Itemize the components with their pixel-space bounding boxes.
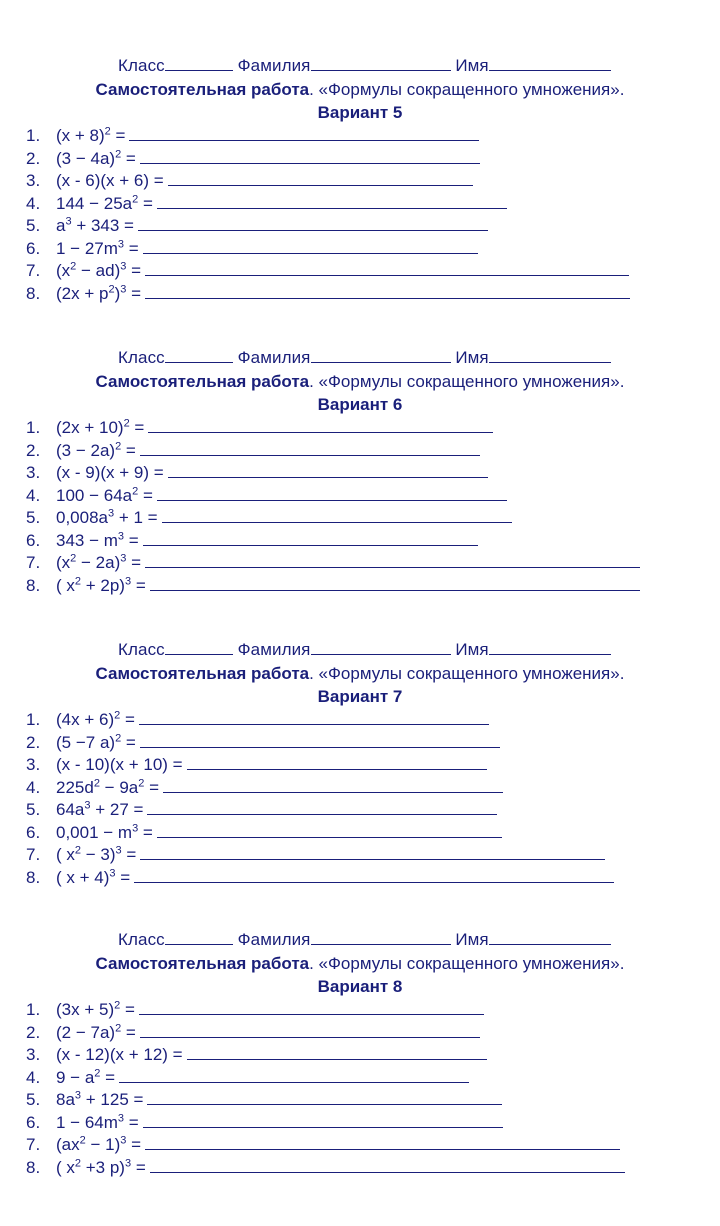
answer-blank[interactable] [147,1090,502,1105]
task-expression [56,1158,625,1178]
task-number: 2. [26,148,41,168]
task-list [0,710,720,890]
answer-blank[interactable] [143,531,478,546]
class-blank[interactable] [165,348,233,363]
task-item [0,755,720,778]
answer-blank[interactable] [140,441,480,456]
expression-text: (5 −7 a)$^2$ = [56,731,136,752]
task-expression [56,553,640,573]
answer-blank[interactable] [187,1045,487,1060]
task-item [0,1135,720,1158]
task-number: 1. [26,126,41,145]
task-expression [56,778,503,798]
expression-text: $(3x + 5)^2$ = [56,999,135,1019]
surname-label: Фамилия [237,640,311,659]
task-item [0,261,720,284]
task-expression [56,149,480,169]
task-number: 3. [26,463,41,482]
task-number: 8. [26,867,41,887]
answer-blank[interactable] [157,486,507,501]
student-info-line [0,930,720,954]
work-title-rest: . «Формулы сокращенного умножения». [309,80,625,99]
task-expression [56,845,605,865]
answer-blank[interactable] [129,126,479,141]
task-item [0,216,720,239]
answer-blank[interactable] [143,239,478,254]
task-item [0,1023,720,1046]
work-title [0,80,720,103]
task-expression [56,1135,620,1155]
task-number: 5. [26,508,41,527]
task-number: 4. [26,485,41,505]
task-expression [56,710,489,730]
task-item [0,171,720,194]
expression-text: (x - 12)(x + 12) = [56,1045,183,1064]
variant-title: Вариант 6 [317,395,403,414]
expression-text: ( $x^2 + 2p)^3$ = [56,574,146,595]
task-list [0,418,720,598]
expression-text: $(4x + 6)^2$ = [56,709,135,729]
task-expression [56,1113,503,1133]
task-number: 7. [26,261,41,280]
task-number: 3. [26,1045,41,1064]
task-number: 8. [26,575,41,595]
class-label: Класс [118,348,165,367]
expression-text: $343 - m^3$ = [56,529,139,550]
student-info-line [0,56,720,80]
task-expression [56,576,640,596]
answer-blank[interactable] [168,463,488,478]
expression-text: (x - 6)(x + 6) = [56,171,164,190]
task-number: 3. [26,171,41,190]
task-item [0,823,720,846]
expression-text: $1 - 27m^3$ = [56,237,139,258]
task-number: 6. [26,238,41,258]
variant-title: Вариант 5 [317,103,403,122]
class-label: Класс [118,56,165,75]
task-number: 1. [26,1000,41,1019]
task-item [0,239,720,262]
task-number: 6. [26,822,41,842]
answer-blank[interactable] [163,778,503,793]
class-label: Класс [118,640,165,659]
variant-block-8 [0,930,720,1180]
task-item [0,284,720,307]
work-title-bold: Самостоятельная работа [95,664,310,683]
class-blank[interactable] [165,56,233,71]
task-number: 5. [26,1090,41,1109]
work-title [0,954,720,977]
expression-text: $100 - 64a^2$ = [56,484,153,505]
task-expression [56,441,480,461]
surname-blank[interactable] [311,930,451,945]
student-info-line [0,348,720,372]
task-item [0,1068,720,1091]
task-expression [56,755,487,775]
task-expression [56,1000,484,1020]
expression-text: $0,001 - m^3$ = [56,821,153,842]
answer-blank[interactable] [187,755,487,770]
task-expression [56,463,488,483]
answer-blank[interactable] [157,823,502,838]
answer-blank[interactable] [150,576,640,591]
task-expression [56,1045,487,1065]
task-number: 2. [26,732,41,752]
task-item [0,576,720,599]
answer-blank[interactable] [140,845,605,860]
expression-text: (x - 9)(x + 9) = [56,463,164,482]
task-item [0,1000,720,1023]
name-blank[interactable] [489,930,611,945]
class-blank[interactable] [165,930,233,945]
variant-block-5 [0,56,720,306]
variant-block-7 [0,640,720,890]
task-number: 4. [26,777,41,797]
task-expression [56,531,478,551]
task-item [0,531,720,554]
task-number: 2. [26,1022,41,1042]
expression-text: $(2 - 7a)^2$ = [56,1021,136,1042]
work-title [0,664,720,687]
task-number: 7. [26,553,41,572]
name-label: Имя [455,56,489,75]
task-expression [56,823,502,843]
class-blank[interactable] [165,640,233,655]
task-number: 4. [26,193,41,213]
answer-blank[interactable] [138,216,488,231]
task-number: 5. [26,800,41,819]
task-expression [56,733,500,753]
task-item [0,441,720,464]
name-label: Имя [455,640,489,659]
work-title-bold: Самостоятельная работа [95,372,310,391]
task-expression [56,171,473,191]
task-expression [56,418,493,438]
task-expression [56,239,478,259]
surname-label: Фамилия [237,56,311,75]
task-item [0,463,720,486]
student-info-line [0,640,720,664]
name-blank[interactable] [489,56,611,71]
task-item [0,508,720,531]
task-expression [56,216,488,236]
expression-text: $64a^3 + 27$ = [56,799,144,819]
work-title-bold: Самостоятельная работа [95,954,310,973]
task-item [0,868,720,891]
expression-text: $1 - 64m^3$ = [56,1111,139,1132]
surname-label: Фамилия [237,348,311,367]
task-number: 7. [26,845,41,864]
task-number: 1. [26,418,41,437]
task-item [0,778,720,801]
task-item [0,710,720,733]
expression-text: $a^3 + 343$ = [56,215,134,235]
answer-blank[interactable] [140,733,500,748]
task-number: 8. [26,283,41,303]
expression-text: ( $x^2 - 3)^3$ = [56,844,137,864]
task-number: 5. [26,216,41,235]
task-item [0,149,720,172]
name-blank[interactable] [489,640,611,655]
name-label: Имя [455,348,489,367]
expression-text: $(3 - 4a)^2$ = [56,147,136,168]
expression-text: $(x^2 - ad)^3$ = [56,260,142,280]
task-number: 3. [26,755,41,774]
task-number: 7. [26,1135,41,1154]
answer-blank[interactable] [150,1158,625,1173]
work-title-rest: . «Формулы сокращенного умножения». [309,954,625,973]
expression-text: $225d^2 - 9a^2$ = [56,776,160,797]
task-number: 4. [26,1067,41,1087]
work-title [0,372,720,395]
surname-blank[interactable] [311,56,451,71]
name-label: Имя [455,930,489,949]
work-title-bold: Самостоятельная работа [95,80,310,99]
task-list [0,126,720,306]
answer-blank[interactable] [148,418,493,433]
name-blank[interactable] [489,348,611,363]
task-expression [56,868,614,888]
answer-blank[interactable] [145,1135,620,1150]
task-item [0,800,720,823]
task-number: 8. [26,1157,41,1177]
surname-blank[interactable] [311,640,451,655]
expression-text: $(3 - 2a)^2$ = [56,439,136,460]
answer-blank[interactable] [145,261,629,276]
task-number: 6. [26,1112,41,1132]
answer-blank[interactable] [168,171,473,186]
answer-blank[interactable] [145,284,630,299]
task-expression [56,194,507,214]
task-number: 6. [26,530,41,550]
answer-blank[interactable] [140,149,480,164]
answer-blank[interactable] [134,868,614,883]
task-expression [56,126,479,146]
variant-title: Вариант 7 [317,687,403,706]
variant-title: Вариант 8 [317,977,403,996]
expression-text: $(2x + 10)^2$ = [56,417,145,437]
surname-label: Фамилия [237,930,311,949]
task-expression [56,1023,480,1043]
task-expression [56,800,497,820]
surname-blank[interactable] [311,348,451,363]
answer-blank[interactable] [139,1000,484,1015]
task-number: 2. [26,440,41,460]
answer-blank[interactable] [145,553,640,568]
work-title-rest: . «Формулы сокращенного умножения». [309,372,625,391]
variant-block-6 [0,348,720,598]
task-item [0,845,720,868]
answer-blank[interactable] [157,194,507,209]
task-expression [56,486,507,506]
task-item [0,418,720,441]
class-label: Класс [118,930,165,949]
task-item [0,1045,720,1068]
work-title-rest: . «Формулы сокращенного умножения». [309,664,625,683]
answer-blank[interactable] [119,1068,469,1083]
answer-blank[interactable] [162,508,512,523]
expression-text: $(x^2 - 2a)^3$ = [56,552,142,572]
expression-text: $9 - a^2$ = [56,1066,116,1087]
expression-text: $0,008a^3 + 1$ = [56,507,158,527]
task-expression [56,1068,469,1088]
task-item [0,486,720,509]
answer-blank[interactable] [143,1113,503,1128]
expression-text: (x - 10)(x + 10) = [56,755,183,774]
expression-text: $8a^3 + 125$ = [56,1089,144,1109]
task-item [0,126,720,149]
expression-text: $144 - 25a^2$ = [56,192,153,213]
expression-text: ( x + 4)$^3$ = [56,866,131,887]
expression-text: ( $x^2 +3$ p)$^3$ = [56,1156,146,1177]
task-list [0,1000,720,1180]
task-expression [56,261,629,281]
task-number: 1. [26,710,41,729]
task-item [0,733,720,756]
task-item [0,1090,720,1113]
task-expression [56,508,512,528]
answer-blank[interactable] [140,1023,480,1038]
answer-blank[interactable] [147,800,497,815]
task-item [0,1113,720,1136]
expression-text: $(x + 8)^2$ = [56,125,126,145]
task-expression [56,1090,502,1110]
task-item [0,194,720,217]
task-item [0,1158,720,1181]
answer-blank[interactable] [139,710,489,725]
task-item [0,553,720,576]
expression-text: $(ax^2 - 1)^3$ = [56,1134,142,1154]
task-expression [56,284,630,304]
expression-text: $(2x + p^2)^3$ = [56,282,142,303]
